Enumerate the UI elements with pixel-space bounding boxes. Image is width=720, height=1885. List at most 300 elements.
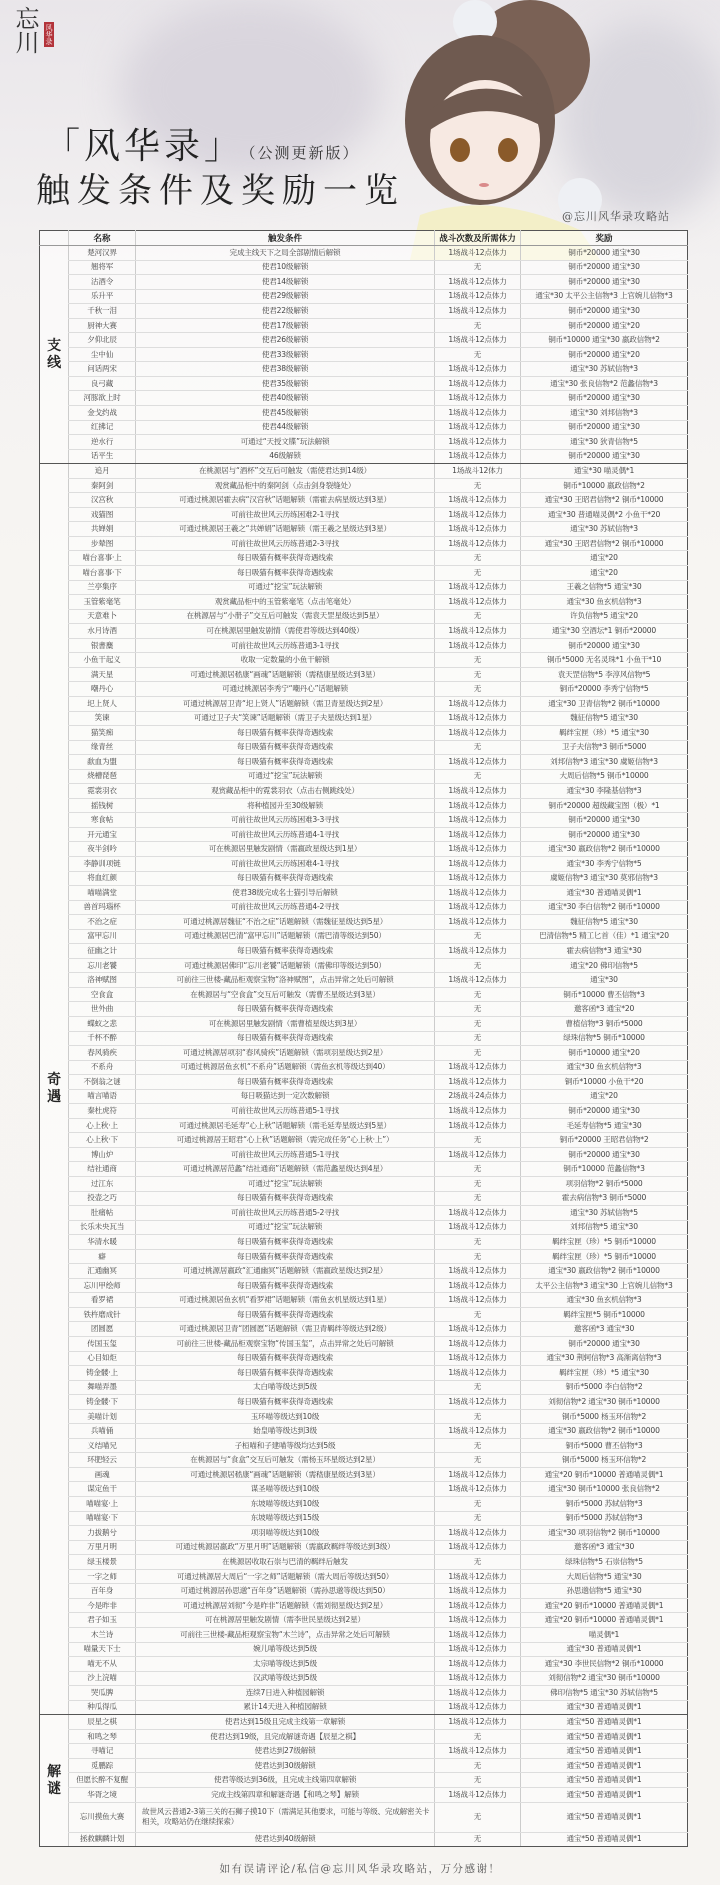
trigger-condition: 每日吸猫有概率获得奇遇线索 (136, 1307, 435, 1322)
battle-cost: 1场战斗12点体力 (435, 856, 521, 871)
reward: 铜币*5000 杨玉环信物*2 (521, 1409, 688, 1424)
reward: 铜币*20000 通宝*30 (521, 304, 688, 319)
table-row (40, 609, 688, 624)
item-name: 蝶蚁之悲 (69, 1016, 136, 1031)
table-row (40, 1802, 688, 1832)
item-name: 歃血为盟 (69, 755, 136, 770)
battle-cost: 1场战斗12点体力 (435, 1075, 521, 1090)
reward: 铜币*20000 通宝*30 (521, 420, 688, 435)
table-row (40, 1002, 688, 1017)
reward: 大周后信物*5 通宝*30 (521, 1569, 688, 1584)
item-name: 夕仰北辰 (69, 333, 136, 348)
battle-cost: 无 (435, 347, 521, 362)
trigger-condition: 使君38级完成名士猫引导后解锁 (136, 886, 435, 901)
reward: 通宝*20 (521, 551, 688, 566)
table-row (40, 1249, 688, 1264)
trigger-condition: 可前往故世风云历练普通4-1寻找 (136, 827, 435, 842)
table-row (40, 1569, 688, 1584)
trigger-condition: 可在桃源居里触发剧情（需使君等级达到40级） (136, 624, 435, 639)
reward: 铜币*20000 通宝*30 (521, 246, 688, 261)
table-row (40, 1278, 688, 1293)
reward: 袁天罡信物*5 李淳风信物*5 (521, 667, 688, 682)
trigger-condition: 将种植园升至30级解锁 (136, 798, 435, 813)
table-row (40, 304, 688, 319)
item-name: 辰星之棋 (69, 1715, 136, 1730)
table-row (40, 420, 688, 435)
trigger-condition: 可通过桃源居王羲之“共婵娟”话题解锁（需王羲之星级达到3星） (136, 522, 435, 537)
battle-cost: 1场战斗12点体力 (435, 915, 521, 930)
reward: 通宝*50 普通喵灵偶*1 (521, 1773, 688, 1788)
table-row (40, 813, 688, 828)
table-row (40, 1584, 688, 1599)
reward: 喵灵偶*1 (521, 1627, 688, 1642)
trigger-condition: 玉环喵等级达到10级 (136, 1409, 435, 1424)
battle-cost: 无 (435, 1133, 521, 1148)
reward: 铜币*20000 超级藏宝图（极）*1 (521, 798, 688, 813)
table-row (40, 522, 688, 537)
battle-cost: 1场战斗12点体力 (435, 1671, 521, 1686)
battle-cost: 无 (435, 1177, 521, 1192)
battle-cost: 1场战斗12点体力 (435, 1118, 521, 1133)
battle-cost: 1场战斗12点体力 (435, 1657, 521, 1672)
reward: 铜币*5000 无名灵珠*1 小鱼干*10 (521, 653, 688, 668)
reward: 通宝*30 项羽信物*2 铜币*10000 (521, 1526, 688, 1541)
battle-cost: 1场战斗12点体力 (435, 1642, 521, 1657)
table-row (40, 856, 688, 871)
reward: 巴清信物*5 精工匕首（佳）*1 通宝*20 (521, 929, 688, 944)
reward: 铜币*20000 通宝*30 (521, 260, 688, 275)
item-name: 话平生 (69, 449, 136, 464)
battle-cost: 1场战斗12点体力 (435, 1526, 521, 1541)
reward: 通宝*30 李秀宁信物*5 (521, 856, 688, 871)
table-row (40, 566, 688, 581)
trigger-condition: 太白喵等级达到5级 (136, 1380, 435, 1395)
battle-cost: 1场战斗12点体力 (435, 1540, 521, 1555)
item-name: 喵量天下士 (69, 1642, 136, 1657)
trigger-condition: 每日吸猫有概率获得奇遇线索 (136, 871, 435, 886)
table-row (40, 1133, 688, 1148)
reward: 邀客函*3 通宝*20 (521, 1002, 688, 1017)
trigger-condition: 可前往三世楼-藏品柜观察宝物“洛神赋图”，点击异常之处后可解锁 (136, 973, 435, 988)
item-name: 博山炉 (69, 1147, 136, 1162)
reward: 大周后信物*5 铜币*10000 (521, 769, 688, 784)
battle-cost: 1场战斗12点体力 (435, 638, 521, 653)
reward: 通宝*20 佛印信物*5 (521, 958, 688, 973)
table-row (40, 333, 688, 348)
reward: 羁绊宝匣（珍）*5 通宝*30 (521, 1366, 688, 1381)
trigger-condition: 可通过桃源居卫青“圯上贤人”话题解锁（需卫青星级达到2星） (136, 696, 435, 711)
table-row (40, 493, 688, 508)
table-row (40, 1031, 688, 1046)
battle-cost: 无 (435, 1758, 521, 1773)
reward: 铜币*20000 通宝*30 (521, 1147, 688, 1162)
trigger-condition: 太宗喵等级达到5级 (136, 1657, 435, 1672)
trigger-condition: 子桓喵和子建喵等级均达到5级 (136, 1438, 435, 1453)
battle-cost: 无 (435, 1729, 521, 1744)
trigger-condition: 可通过“挖宝”玩法解锁 (136, 1177, 435, 1192)
item-name: 寒食帖 (69, 813, 136, 828)
battle-cost: 无 (435, 1497, 521, 1512)
table-row (40, 696, 688, 711)
header-reward: 奖励 (521, 231, 688, 246)
reward: 通宝*20 铜币*10000 普通喵灵偶*1 (521, 1613, 688, 1628)
table-row (40, 653, 688, 668)
battle-cost: 无 (435, 1191, 521, 1206)
trigger-condition: 在桃源居与“酒杯”交互后可触发（需使君达到14级） (136, 464, 435, 479)
table-row (40, 289, 688, 304)
logo-text: 忘川 (11, 6, 39, 54)
trigger-condition: 可前往故世风云历练普通4-2寻找 (136, 900, 435, 915)
trigger-condition: 使君45级解锁 (136, 406, 435, 421)
header-battle-cost: 战斗次数及所需体力 (435, 231, 521, 246)
table-row (40, 1438, 688, 1453)
trigger-condition: 可通过桃源居嵇康“画魂”话题解锁（需嵇康星级达到3星） (136, 667, 435, 682)
trigger-condition: 可通过“挖宝”玩法解锁 (136, 580, 435, 595)
item-name: 开元通宝 (69, 827, 136, 842)
trigger-condition: 东坡喵等级达到10级 (136, 1497, 435, 1512)
trigger-condition: 项羽喵等级达到10级 (136, 1526, 435, 1541)
table-row (40, 1744, 688, 1759)
table-row (40, 1467, 688, 1482)
reward: 铜币*20000 通宝*30 (521, 638, 688, 653)
trigger-condition: 使君达到30级解锁 (136, 1758, 435, 1773)
item-name: 银書麋 (69, 638, 136, 653)
item-name: 兰亭集序 (69, 580, 136, 595)
trigger-condition: 可在桃源居里触发剧情（需曹植星级达到3星） (136, 1016, 435, 1031)
item-name: 秦杜虎符 (69, 1104, 136, 1119)
table-row (40, 1104, 688, 1119)
trigger-condition: 每日吸猫有概率获得奇遇线索 (136, 944, 435, 959)
table-row (40, 362, 688, 377)
reward: 铜币*20000 通宝*30 (521, 449, 688, 464)
table-row (40, 711, 688, 726)
table-header (40, 231, 688, 246)
reward: 邀客函*3 通宝*30 (521, 1322, 688, 1337)
item-name: 觅鹏踪 (69, 1758, 136, 1773)
trigger-condition: 可通过桃源居嬴政“万里月明”话题解锁（需嬴政羁绊等级达到3级） (136, 1540, 435, 1555)
section-category: 奇 遇 (40, 464, 69, 1715)
battle-cost: 无 (435, 1235, 521, 1250)
battle-cost: 无 (435, 667, 521, 682)
trigger-condition: 每日吸猫有概率获得奇遇线索 (136, 1235, 435, 1250)
trigger-condition: 始皇喵等级达到3级 (136, 1424, 435, 1439)
trigger-condition: 每日吸猫有概率获得奇遇线索 (136, 566, 435, 581)
trigger-condition: 46级解锁 (136, 449, 435, 464)
table-row (40, 449, 688, 464)
battle-cost: 1场战斗12点体力 (435, 391, 521, 406)
reward: 铜币*10000 曹丕信物*3 (521, 987, 688, 1002)
reward: 铜币*10000 范蠡信物*3 (521, 1162, 688, 1177)
table-row (40, 973, 688, 988)
item-name: 秦阿剑 (69, 478, 136, 493)
item-name: 哭瓜脾 (69, 1686, 136, 1701)
table-row (40, 1016, 688, 1031)
reward: 霍去病信物*3 通宝*30 (521, 944, 688, 959)
reward: 铜币*20000 通宝*30 (521, 391, 688, 406)
item-name: 追月 (69, 464, 136, 479)
item-name: 结社通商 (69, 1162, 136, 1177)
battle-cost: 1场战斗12点体力 (435, 507, 521, 522)
battle-cost: 无 (435, 1162, 521, 1177)
header-name: 名称 (69, 231, 136, 246)
trigger-condition: 观赏藏品柜中的玉管紫毫笔（点击笔毫处） (136, 595, 435, 610)
battle-cost: 1场战斗12点体力 (435, 1322, 521, 1337)
reward: 铜币*20000 通宝*30 (521, 827, 688, 842)
trigger-condition: 每日吸猫有概率获得奇遇线索 (136, 1031, 435, 1046)
item-name: 夜半剑吟 (69, 842, 136, 857)
battle-cost: 无 (435, 1380, 521, 1395)
reward: 铜币*5000 曹丕信物*3 (521, 1438, 688, 1453)
battle-cost: 1场战斗12点体力 (435, 1104, 521, 1119)
item-name: 忘川摸鱼大赛 (69, 1802, 136, 1832)
battle-cost: 无 (435, 551, 521, 566)
item-name: 嘲丹心 (69, 682, 136, 697)
battle-cost: 1场战斗12点体力 (435, 944, 521, 959)
table-row (40, 478, 688, 493)
trigger-condition: 可通过桃源居毛延寿“心上秋”话题解锁（需毛延寿星级达到5星） (136, 1118, 435, 1133)
battle-cost: 1场战斗12点体力 (435, 1700, 521, 1715)
reward: 孙思邈信物*5 通宝*30 (521, 1584, 688, 1599)
trigger-condition: 使君22级解锁 (136, 304, 435, 319)
battle-cost: 无 (435, 1046, 521, 1061)
item-name: 喵喵宴·上 (69, 1497, 136, 1512)
trigger-condition: 完成主线第四章和解谜奇遇【和鸣之琴】解锁 (136, 1787, 435, 1802)
reward: 曹植信物*3 铜币*5000 (521, 1016, 688, 1031)
reward: 羁绊宝匣（珍）*5 铜币*10000 (521, 1235, 688, 1250)
table-row (40, 1715, 688, 1730)
battle-cost: 1场战斗12点体力 (435, 304, 521, 319)
trigger-condition: 使君达到15级且完成主线第一章解锁 (136, 1715, 435, 1730)
trigger-condition: 使君44级解锁 (136, 420, 435, 435)
table-row (40, 595, 688, 610)
trigger-condition: 可通过“挖宝”玩法解锁 (136, 1220, 435, 1235)
item-name: 兵喵俑 (69, 1424, 136, 1439)
battle-cost: 1场战斗12点体力 (435, 1278, 521, 1293)
reward: 通宝*30 张良信物*2 范蠡信物*3 (521, 376, 688, 391)
trigger-condition: 每日吸猫有概率获得奇遇线索 (136, 755, 435, 770)
item-name: 一字之师 (69, 1569, 136, 1584)
item-name: 猫笑痴 (69, 726, 136, 741)
reward: 铜币*5000 苏轼信物*3 (521, 1497, 688, 1512)
item-name: 春风骑疾 (69, 1046, 136, 1061)
item-name: 不治之症 (69, 915, 136, 930)
item-name: 楚河汉界 (69, 246, 136, 261)
battle-cost: 1场战斗12点体力 (435, 886, 521, 901)
trigger-condition: 每日吸猫有概率获得奇遇线索 (136, 1075, 435, 1090)
reward: 羁绊宝匣（珍）*5 通宝*30 (521, 726, 688, 741)
item-name: 华清水暖 (69, 1235, 136, 1250)
reward: 铜币*10000 通宝*20 (521, 1046, 688, 1061)
table-row (40, 391, 688, 406)
item-name: 空食盒 (69, 987, 136, 1002)
table-row (40, 827, 688, 842)
reward: 魏征信物*5 通宝*30 (521, 711, 688, 726)
trigger-condition: 谋圣喵等级达到10级 (136, 1482, 435, 1497)
reward: 绿珠信物*5 铜币*10000 (521, 1031, 688, 1046)
item-name: 画魂 (69, 1467, 136, 1482)
trigger-condition: 可前往故世风云历练困难2-1寻找 (136, 507, 435, 522)
trigger-condition: 使君35级解锁 (136, 376, 435, 391)
battle-cost: 无 (435, 987, 521, 1002)
table-row (40, 769, 688, 784)
trigger-condition: 可在桃源居里触发剧情（需李世民星级达到2星） (136, 1613, 435, 1628)
battle-cost: 无 (435, 653, 521, 668)
trigger-condition: 每日吸猫有概率获得奇遇线索 (136, 1249, 435, 1264)
battle-cost: 1场战斗12点体力 (435, 1206, 521, 1221)
reward: 霍去病信物*3 铜币*5000 (521, 1191, 688, 1206)
table-row (40, 406, 688, 421)
item-name: 君子如玉 (69, 1613, 136, 1628)
table-row (40, 1598, 688, 1613)
battle-cost: 无 (435, 478, 521, 493)
trigger-condition: 可通过桃源居李秀宁“嘲丹心”话题解锁 (136, 682, 435, 697)
trigger-condition: 每日吸猫有概率获得奇遇线索 (136, 1191, 435, 1206)
trigger-condition: 可前往三世楼-藏品柜观察宝物“传国玉玺”，点击异常之处后可解锁 (136, 1337, 435, 1352)
table-row (40, 1729, 688, 1744)
battle-cost: 无 (435, 958, 521, 973)
battle-cost: 无 (435, 1773, 521, 1788)
item-name: 逆水行 (69, 435, 136, 450)
table-row (40, 784, 688, 799)
item-name: 玉管紫毫笔 (69, 595, 136, 610)
table-row (40, 842, 688, 857)
item-name: 义结喵兄 (69, 1438, 136, 1453)
table-row (40, 1526, 688, 1541)
item-name: 美喵计划 (69, 1409, 136, 1424)
battle-cost: 无 (435, 609, 521, 624)
table-row (40, 740, 688, 755)
reward: 通宝*30 狄青信物*5 (521, 435, 688, 450)
battle-cost: 无 (435, 682, 521, 697)
battle-cost: 无 (435, 1249, 521, 1264)
reward: 项羽信物*2 铜币*5000 (521, 1177, 688, 1192)
table-row (40, 1191, 688, 1206)
battle-cost: 1场战斗12点体力 (435, 973, 521, 988)
table-row (40, 1657, 688, 1672)
battle-cost: 1场战斗12点体力 (435, 595, 521, 610)
item-name: 铸金髅·下 (69, 1395, 136, 1410)
table-row (40, 1482, 688, 1497)
trigger-condition: 可通过桃源居嵇康“画魂”话题解锁（需嵇康星级达到3星） (136, 1467, 435, 1482)
trigger-condition: 可通过“天授文牒”玩法解锁 (136, 435, 435, 450)
table-row (40, 1642, 688, 1657)
item-name: 圯上贤人 (69, 696, 136, 711)
trigger-condition: 可通过桃源居卫青“团圆愿”话题解锁（需卫青羁绊等级达到2级） (136, 1322, 435, 1337)
item-name: 忘川老饕 (69, 958, 136, 973)
item-name: 小鱼干起义 (69, 653, 136, 668)
item-name: 喵台喜事·下 (69, 566, 136, 581)
trigger-condition: 在桃源居收取石崇与巴清的羁绊后触发 (136, 1555, 435, 1570)
trigger-condition: 可通过桃源居巴清“富甲忘川”话题解锁（需巴清等级达到50） (136, 929, 435, 944)
table-row (40, 1118, 688, 1133)
battle-cost: 无 (435, 1802, 521, 1832)
table-row (40, 1162, 688, 1177)
item-name: 喵喵宴·下 (69, 1511, 136, 1526)
reward: 通宝*50 普通喵灵偶*1 (521, 1715, 688, 1730)
reward: 羁绊宝匣*5 铜币*10000 (521, 1307, 688, 1322)
page-title-line2: 触发条件及奖励一览 (36, 171, 405, 211)
trigger-condition: 连续7日进入种植园解锁 (136, 1686, 435, 1701)
reward: 卫子夫信物*3 铜币*5000 (521, 740, 688, 755)
trigger-condition: 使君40级解锁 (136, 391, 435, 406)
reward: 通宝*20 (521, 566, 688, 581)
battle-cost: 1场战斗12点体力 (435, 536, 521, 551)
item-name: 汉宫秋 (69, 493, 136, 508)
battle-cost: 1场战斗12点体力 (435, 1060, 521, 1075)
battle-cost: 1场战斗12点体力 (435, 1787, 521, 1802)
table-row (40, 1046, 688, 1061)
trigger-condition: 可通过桃源居鱼玄机“看罗裙”话题解锁（需鱼玄机星级达到1星） (136, 1293, 435, 1308)
reward: 通宝*20 铜币*10000 普通喵灵偶*1 (521, 1598, 688, 1613)
trigger-condition: 可前往故世风云历练普通5-1寻找 (136, 1147, 435, 1162)
table-row (40, 1700, 688, 1715)
reward: 通宝*30 李世民信物*2 铜币*10000 (521, 1657, 688, 1672)
item-name: 烧槽琵琶 (69, 769, 136, 784)
item-name: 良弓藏 (69, 376, 136, 391)
item-name: 不系舟 (69, 1060, 136, 1075)
trigger-condition: 使君14级解锁 (136, 275, 435, 290)
trigger-condition: 观赏藏品柜中的霓裳羽衣（点击右侧跳线处） (136, 784, 435, 799)
title-main: 「风华录」 (44, 126, 245, 167)
reward: 通宝*30 荆轲信物*3 高渐离信物*3 (521, 1351, 688, 1366)
section-category: 支 线 (40, 246, 69, 464)
reward: 通宝*30 空酒坛*1 铜币*20000 (521, 624, 688, 639)
trigger-condition: 可前往故世风云历练普通5-1寻找 (136, 1104, 435, 1119)
reward: 通宝*30 普通喵灵偶*2 小鱼干*20 (521, 507, 688, 522)
item-name: 绿玉楼景 (69, 1555, 136, 1570)
battle-cost: 1场战斗12点体力 (435, 842, 521, 857)
item-name: 河豚欲上时 (69, 391, 136, 406)
title-subtitle: （公测更新版） (248, 144, 360, 162)
trigger-condition: 可通过桃源居魏征“不治之症”话题解锁（需魏征星级达到5星） (136, 915, 435, 930)
trigger-condition: 可前往故世风云历练普通2-3寻找 (136, 536, 435, 551)
item-name: 华胥之境 (69, 1787, 136, 1802)
battle-cost: 1场战斗12点体力 (435, 362, 521, 377)
item-name: 喵喵满堂 (69, 886, 136, 901)
trigger-condition: 每日吸猫有概率获得奇遇线索 (136, 1395, 435, 1410)
table-row (40, 1380, 688, 1395)
trigger-condition: 可通过“挖宝”玩法解锁 (136, 769, 435, 784)
reward: 通宝*30 普通喵灵偶*1 (521, 1642, 688, 1657)
reward: 通宝*30 苏轼信物*3 (521, 522, 688, 537)
item-name: 沽酒令 (69, 275, 136, 290)
battle-cost: 无 (435, 1511, 521, 1526)
battle-cost: 无 (435, 1016, 521, 1031)
battle-cost: 1场战斗12点体力 (435, 1293, 521, 1308)
item-name: 团圆愿 (69, 1322, 136, 1337)
battle-cost: 1场战斗12点体力 (435, 726, 521, 741)
item-name: 环肥轻云 (69, 1453, 136, 1468)
reward: 刘彻信物*2 通宝*30 铜币*10000 (521, 1671, 688, 1686)
reward: 通宝*30 太平公主信物*3 上官婉儿信物*3 (521, 289, 688, 304)
table-row (40, 246, 688, 261)
header-category (40, 231, 69, 246)
table-row (40, 536, 688, 551)
table-row (40, 944, 688, 959)
battle-cost: 无 (435, 1555, 521, 1570)
battle-cost: 1场战斗12点体力 (435, 798, 521, 813)
battle-cost: 1场战斗12点体力 (435, 406, 521, 421)
trigger-condition: 可前往故世风云历练普通5-2寻找 (136, 1206, 435, 1221)
trigger-condition: 可前往三世楼-藏品柜观察宝物“木兰诗”，点击异常之处后可解锁 (136, 1627, 435, 1642)
item-name: 金戈约战 (69, 406, 136, 421)
item-name: 长乐未央瓦当 (69, 1220, 136, 1235)
trigger-condition: 使君38级解锁 (136, 362, 435, 377)
item-name: 摇钱树 (69, 798, 136, 813)
battle-cost: 1场战斗12点体力 (435, 289, 521, 304)
reward: 通宝*30 李白信物*2 铜币*10000 (521, 900, 688, 915)
table-row (40, 682, 688, 697)
